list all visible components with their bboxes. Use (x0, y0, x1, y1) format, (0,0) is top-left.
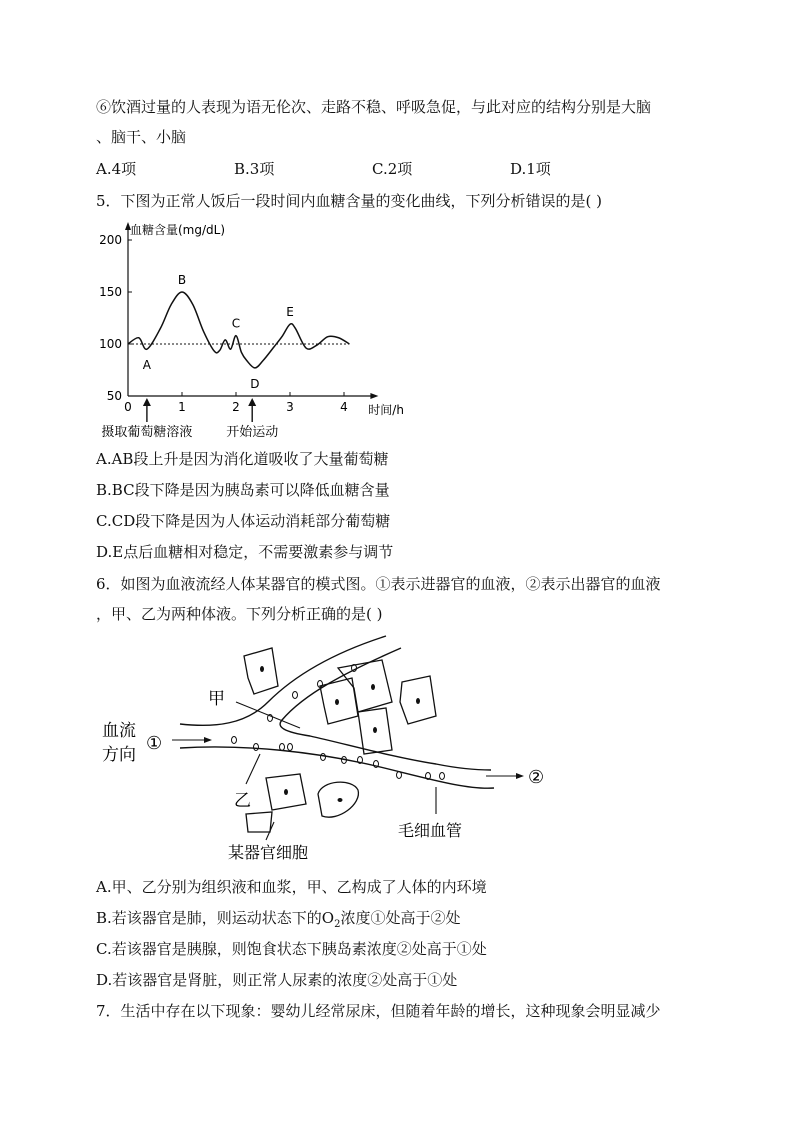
label-flow-1: 血流 (102, 721, 136, 741)
point-label-e: E (286, 305, 294, 320)
label-capillary: 毛细血管 (398, 821, 463, 840)
point-label-b: B (177, 273, 187, 287)
blood-glucose-chart (90, 218, 420, 438)
capillary-wall-upper-left (180, 636, 386, 725)
x-axis-arrowhead (370, 393, 378, 399)
y-tick-label: 150 (99, 285, 122, 299)
x-tick-label: 3 (286, 400, 294, 414)
q4-item6-line1: ⑥饮酒过量的人表现为语无伦次、走路不稳、呼吸急促，与此对应的结构分别是大脑 (96, 98, 652, 116)
label-out: ② (528, 767, 545, 788)
point-label-a: A (142, 358, 152, 373)
label-in: ① (146, 733, 163, 754)
q6-option-a: A.甲、乙分别为组织液和血浆，甲、乙构成了人体的内环境 (96, 878, 487, 896)
q6-option-b (96, 907, 460, 936)
q5-stem: 5．下图为正常人饭后一段时间内血糖含量的变化曲线，下列分析错误的是( ) (96, 192, 603, 210)
q6-option-d: D.若该器官是肾脏，则正常人尿素的浓度②处高于①处 (96, 971, 458, 989)
y-axis-title: 血糖含量(mg/dL) (130, 223, 226, 237)
inflow-arrowhead (204, 737, 212, 743)
q4-option-a: A.4项 (96, 160, 137, 178)
q6-option-b-text: B.若该器官是肺，则运动状态下的O (96, 909, 335, 927)
q4-option-b: B.3项 (234, 160, 275, 178)
q6-stem-line1: 6．如图为血液流经人体某器官的模式图。①表示进器官的血液，②表示出器官的血液 (96, 575, 661, 593)
label-cells: 某器官细胞 (228, 843, 309, 862)
event-arrowhead (248, 398, 256, 406)
q4-option-c: C.2项 (372, 160, 413, 178)
q5-option-a: A.AB段上升是因为消化道吸收了大量葡萄糖 (96, 450, 389, 468)
q6-option-c: C.若该器官是胰腺，则饱食状态下胰岛素浓度②处高于①处 (96, 940, 487, 958)
pointer-cells (266, 822, 274, 840)
event-arrowhead (143, 398, 151, 406)
q5-option-b: B.BC段下降是因为胰岛素可以降低血糖含量 (96, 481, 390, 499)
outflow-arrowhead (516, 773, 524, 779)
event-label: 开始运动 (226, 425, 279, 438)
label-flow-2: 方向 (102, 745, 136, 765)
x-tick-label: 0 (124, 400, 132, 414)
point-label-c: C (231, 316, 241, 331)
event-label: 摄取葡萄糖溶液 (101, 425, 193, 438)
pointer-jia (236, 702, 300, 728)
y-tick-label: 100 (99, 337, 122, 351)
organ-cells (244, 648, 436, 832)
x-tick-label: 4 (340, 400, 348, 414)
x-axis-title: 时间/h (368, 403, 404, 417)
y-tick-label: 200 (99, 233, 122, 247)
q6-option-b-rest: 浓度①处高于②处 (340, 909, 461, 927)
q6-stem-line2: ，甲、乙为两种体液。下列分析正确的是( ) (96, 605, 383, 623)
y-tick-label: 50 (106, 389, 122, 403)
capillary-diagram (96, 632, 556, 868)
q6-option-b-subscript: 2 (334, 919, 341, 930)
pointer-yi (246, 754, 260, 784)
point-label-d: D (250, 376, 260, 391)
x-tick-label: 2 (232, 400, 240, 414)
label-jia: 甲 (208, 689, 225, 709)
q5-option-c: C.CD段下降是因为人体运动消耗部分葡萄糖 (96, 512, 391, 530)
x-tick-label: 1 (178, 400, 186, 414)
q4-option-d: D.1项 (510, 160, 551, 178)
q7-stem: 7．生活中存在以下现象：婴幼儿经常尿床，但随着年龄的增长，这种现象会明显减少 (96, 1002, 661, 1020)
q4-item6-line2: 、脑干、小脑 (96, 128, 187, 146)
label-yi: 乙 (234, 791, 251, 811)
q5-option-d: D.E点后血糖相对稳定，不需要激素参与调节 (96, 543, 394, 561)
